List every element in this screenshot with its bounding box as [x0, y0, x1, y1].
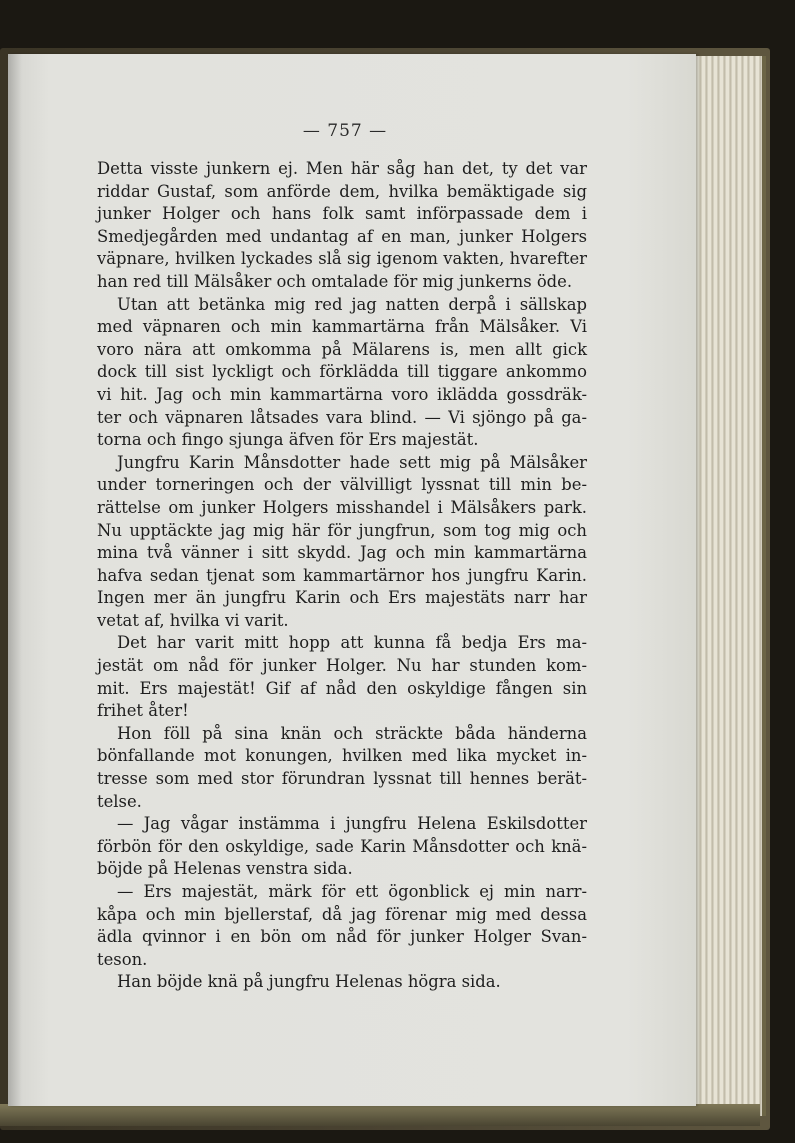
book-bottom-edge: [0, 1104, 760, 1126]
body-text: [97, 158, 587, 994]
text-line: med väpnaren och min kammartärna från Mälsåker. Vi: [97, 317, 587, 337]
text-line: vetat af, hvilka vi varit.: [97, 610, 289, 630]
text-line: Han böjde knä på jungfru Helenas högra sida.: [117, 972, 501, 992]
text-line: telse.: [97, 791, 142, 811]
text-line: tresse som med stor förundran lyssnat till hennes berät-: [97, 769, 587, 789]
text-line: Jungfru Karin Månsdotter hade sett mig på Mälsåker: [117, 452, 587, 472]
text-line: mina två vänner i sitt skydd. Jag och min kammartärna: [97, 543, 587, 563]
text-line: Hon föll på sina knän och sträckte båda händerna: [117, 723, 587, 743]
text-line: riddar Gustaf, som anförde dem, hvilka bemäktigade sig: [97, 181, 587, 201]
text-line: hafva sedan tjenat som kammartärnor hos jungfru Karin.: [97, 565, 587, 585]
text-line: väpnare, hvilken lyckades slå sig igenom vakten, hvarefter: [97, 249, 587, 269]
text-line: jestät om nåd för junker Holger. Nu har stunden kom-: [97, 656, 587, 676]
page-number: — 757 —: [302, 121, 388, 141]
text-line: dock till sist lyckligt och förklädda till tiggare ankommo: [97, 362, 587, 382]
text-line: mit. Ers majestät! Gif af nåd den oskyldige fången sin: [97, 678, 587, 698]
text-line: teson.: [97, 949, 148, 969]
text-line: Detta visste junkern ej. Men här såg han det, ty det var: [97, 159, 587, 178]
page-edges: [690, 56, 766, 1116]
text-line: rättelse om junker Holgers misshandel i Mälsåkers park.: [97, 497, 587, 517]
text-line: Smedjegården med undantag af en man, junker Holgers: [97, 226, 587, 246]
text-line: Ingen mer än jungfru Karin och Ers majestäts narr har: [97, 588, 587, 608]
text-line: ädla qvinnor i en bön om nåd för junker Holger Svan-: [97, 927, 587, 947]
text-line: under torneringen och der välvilligt lyssnat till min be-: [97, 475, 587, 495]
text-line: vi hit. Jag och min kammartärna voro iklädda gossdräk-: [97, 384, 587, 404]
text-line: junker Holger och hans folk samt införpassade dem i: [97, 204, 587, 224]
text-line: kåpa och min bjellerstaf, då jag förenar mig med dessa: [97, 904, 587, 924]
spine-shadow: [8, 54, 22, 1106]
text-line: Nu upptäckte jag mig här för jungfrun, som tog mig och: [97, 520, 587, 540]
text-line: han red till Mälsåker och omtalade för mig junkerns öde.: [97, 271, 573, 291]
text-line: böjde på Helenas venstra sida.: [97, 859, 353, 879]
text-line: Utan att betänka mig red jag natten derpå i sällskap: [117, 294, 587, 314]
text-line: frihet åter!: [97, 701, 189, 721]
text-line: ter och väpnaren låtsades vara blind. — Vi sjöngo på ga-: [97, 407, 587, 427]
text-line: förbön för den oskyldige, sade Karin Månsdotter och knä-: [97, 836, 587, 856]
text-line: — Jag vågar instämma i jungfru Helena Eskilsdotter: [117, 814, 587, 834]
text-line: torna och fingo sjunga äfven för Ers majestät.: [97, 430, 479, 450]
text-line: Det har varit mitt hopp att kunna få bedja Ers ma-: [117, 633, 587, 653]
text-line: bönfallande mot konungen, hvilken med lika mycket in-: [97, 746, 587, 766]
text-line: voro nära att omkomma på Mälarens is, men allt gick: [97, 339, 587, 359]
text-line: — Ers majestät, märk för ett ögonblick ej min narr-: [117, 882, 587, 901]
